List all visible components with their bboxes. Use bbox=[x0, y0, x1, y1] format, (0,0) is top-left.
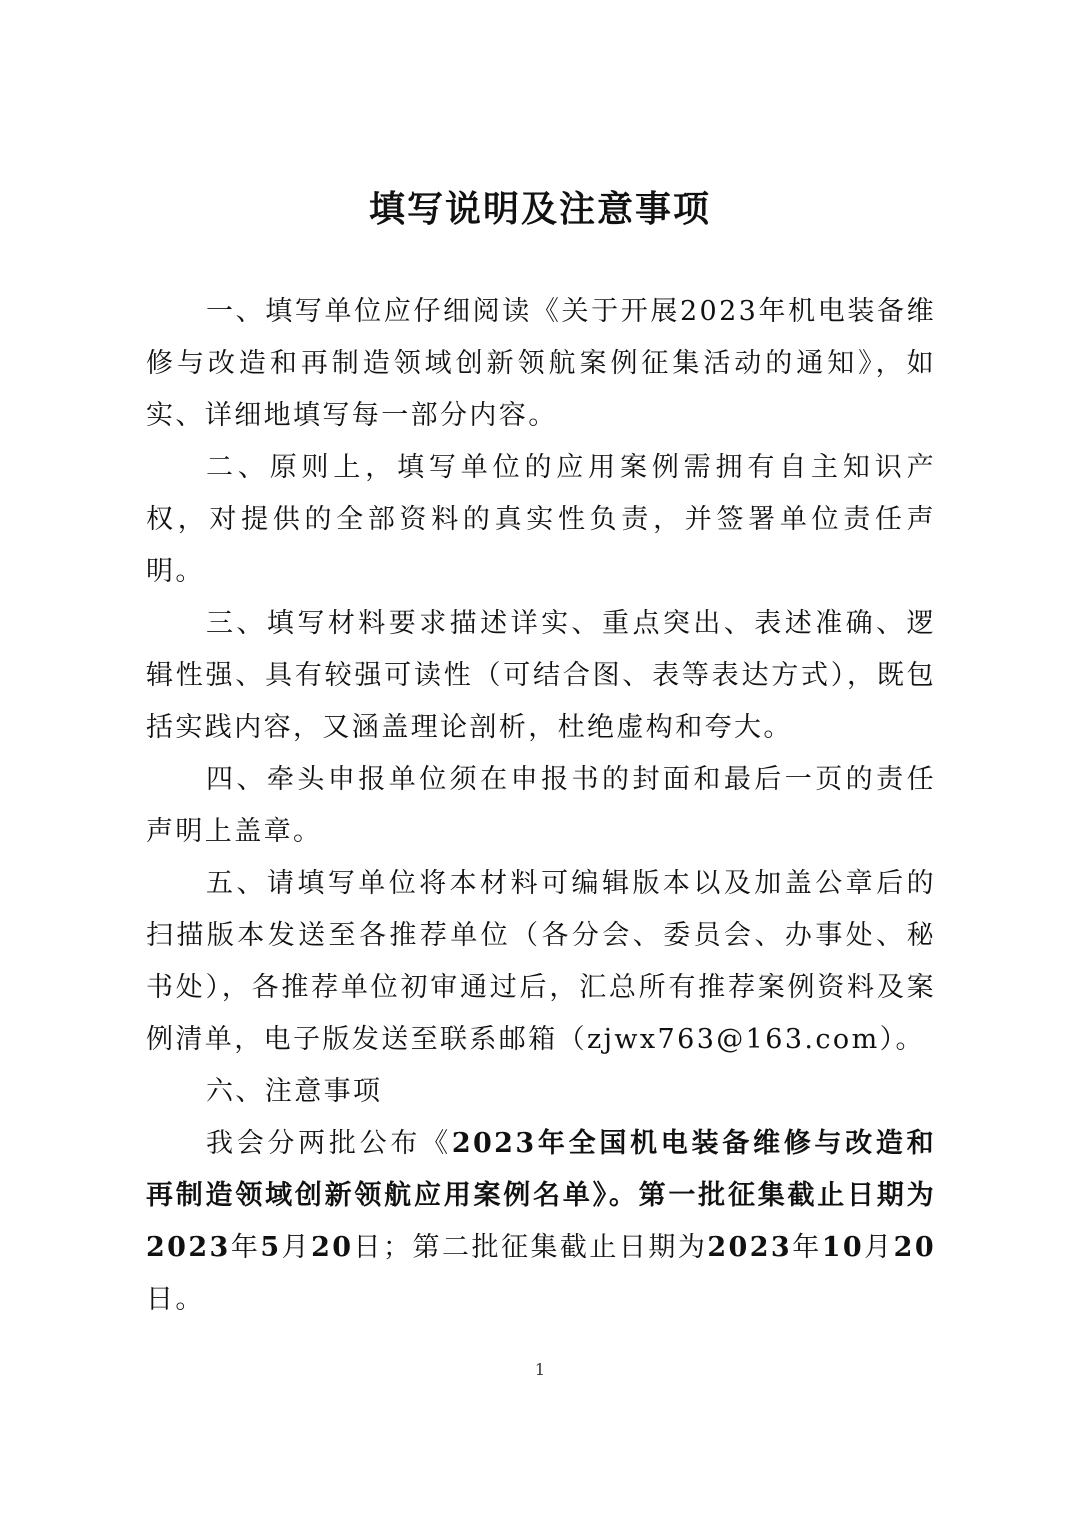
first-deadline-year: 2023 bbox=[146, 1232, 231, 1263]
paragraph-4: 四、牵头申报单位须在申报书的封面和最后一页的责任声明上盖章。 bbox=[146, 764, 936, 847]
paragraph-3: 三、填写材料要求描述详实、重点突出、表述准确、逻辑性强、具有较强可读性（可结合图、表等表达方式），既包括实践内容，又涵盖理论剖析，杜绝虚构和夸大。 bbox=[146, 608, 936, 743]
notice-text-month-2: 月 bbox=[864, 1232, 894, 1263]
notice-paragraph bbox=[146, 1118, 936, 1326]
page-title: 填写说明及注意事项 bbox=[368, 189, 711, 230]
notice-text-month-1: 月 bbox=[281, 1232, 312, 1263]
paragraph-1: 一、填写单位应仔细阅读《关于开展2023年机电装备维修与改造和再制造领域创新领航案例征集活动的通知》，如实、详细地填写每一部分内容。 bbox=[146, 296, 936, 431]
notice-text-year-2: 年 bbox=[792, 1232, 822, 1263]
notice-text-end: 日。 bbox=[146, 1284, 205, 1315]
second-deadline-month: 10 bbox=[821, 1232, 865, 1263]
notice-text-a: 我会分两批公布《 bbox=[206, 1128, 452, 1159]
document-body bbox=[146, 286, 936, 1326]
notice-bold-text: 年全国机电装备维修与改造和再制造领域创新领航应用案例名单》。第一批征集截止日期为 bbox=[146, 1128, 936, 1211]
paragraph-6-heading: 六、注意事项 bbox=[206, 1076, 383, 1107]
notice-text-mid: 日；第二批征集截止日期为 bbox=[353, 1232, 708, 1263]
notice-text-year-1: 年 bbox=[230, 1232, 261, 1263]
page-number: 1 bbox=[534, 1360, 546, 1379]
notice-bold-year: 2023 bbox=[451, 1128, 537, 1159]
first-deadline-month: 5 bbox=[260, 1232, 282, 1263]
second-deadline-day: 20 bbox=[893, 1232, 937, 1263]
second-deadline-year: 2023 bbox=[707, 1232, 793, 1263]
paragraph-5: 五、请填写单位将本材料可编辑版本以及加盖公章后的扫描版本发送至各推荐单位（各分会、委员会、办事处、秘书处），各推荐单位初审通过后，汇总所有推荐案例资料及案例清单，电子版发送至联系邮箱（zjwx763@163.com）。 bbox=[146, 868, 936, 1055]
first-deadline-day: 20 bbox=[311, 1232, 354, 1263]
paragraph-2: 二、原则上，填写单位的应用案例需拥有自主知识产权，对提供的全部资料的真实性负责，并签署单位责任声明。 bbox=[146, 452, 936, 587]
